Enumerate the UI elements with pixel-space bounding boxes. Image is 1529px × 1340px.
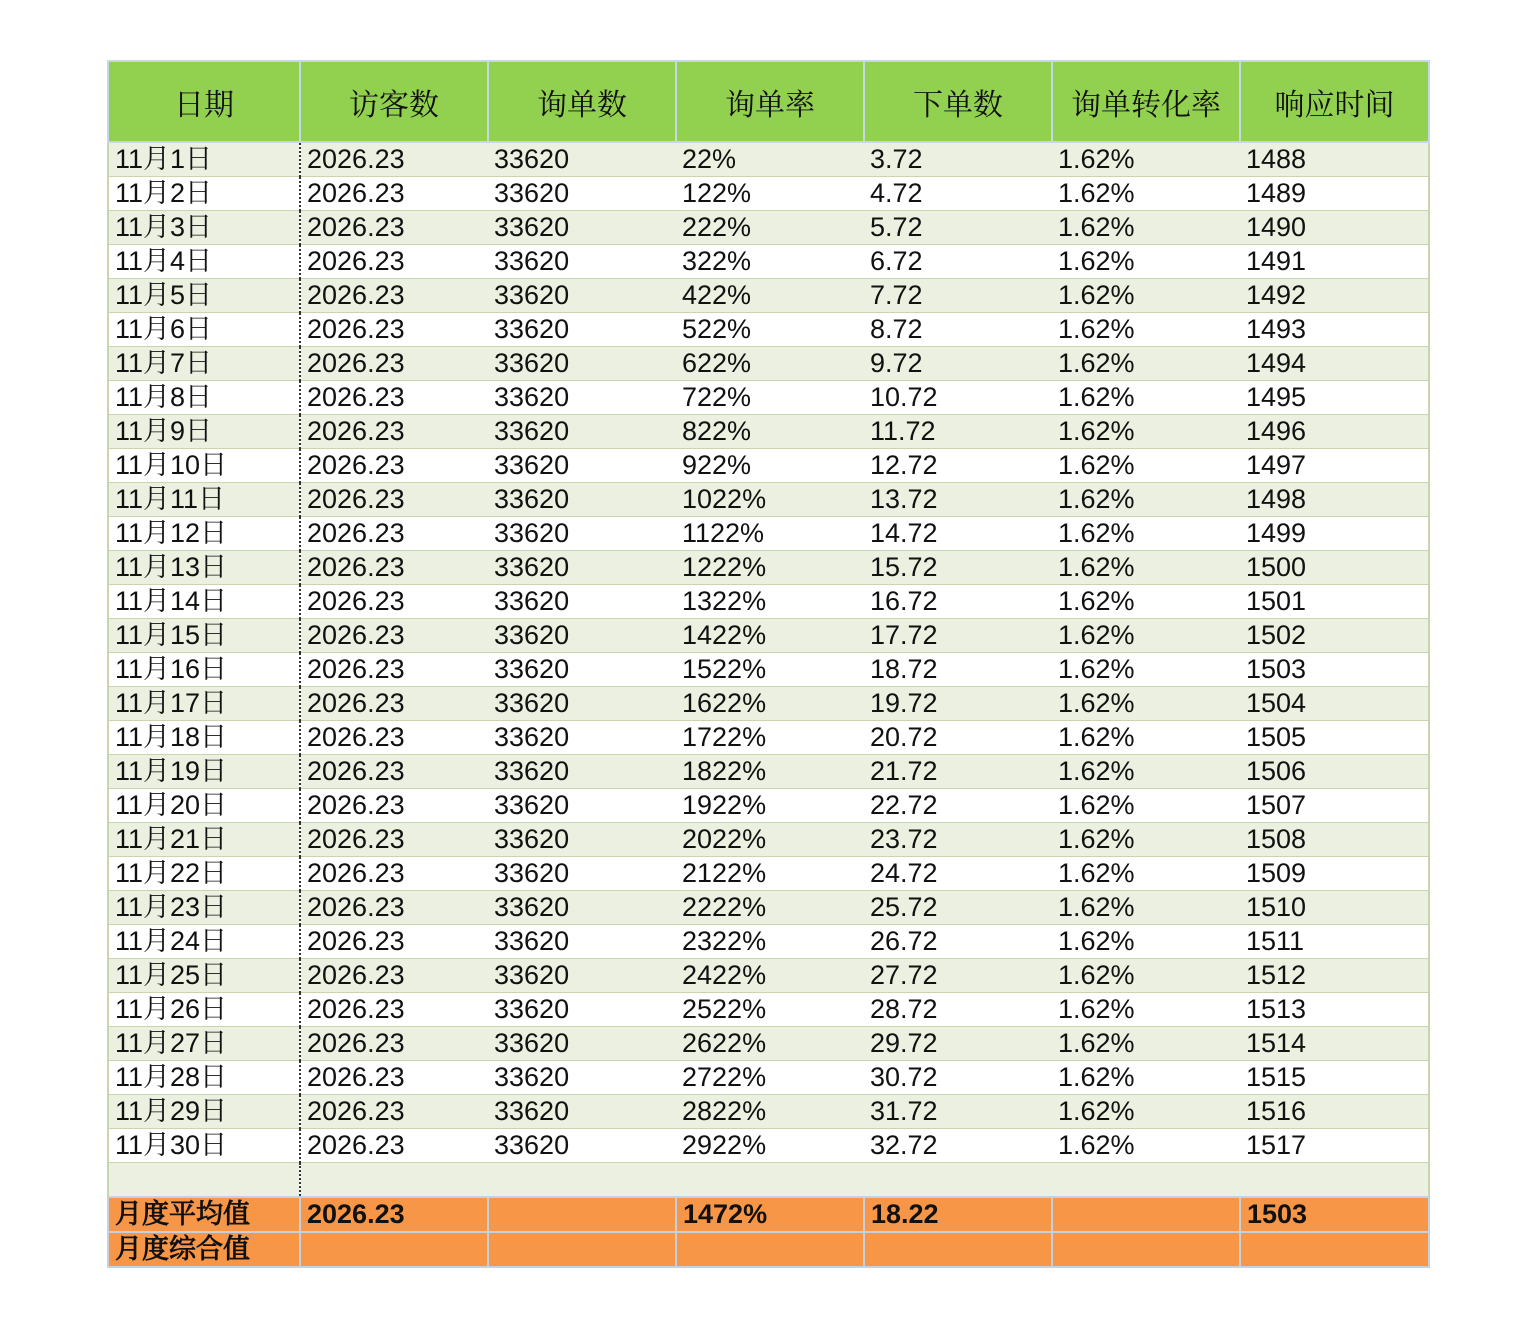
header-conversion-rate[interactable]: 询单转化率	[1052, 61, 1240, 142]
cell-visitors[interactable]: 2026.23	[300, 755, 488, 789]
cell-inquiry-rate[interactable]: 22%	[676, 142, 864, 177]
cell-date[interactable]: 11月2日	[108, 177, 300, 211]
cell-response-time[interactable]: 1515	[1240, 1061, 1429, 1095]
cell-inquiry-rate[interactable]: 822%	[676, 415, 864, 449]
cell-inquiries[interactable]: 33620	[488, 925, 676, 959]
cell-date[interactable]: 11月30日	[108, 1129, 300, 1163]
cell-orders[interactable]: 22.72	[864, 789, 1052, 823]
cell-orders[interactable]: 5.72	[864, 211, 1052, 245]
cell-orders[interactable]: 24.72	[864, 857, 1052, 891]
cell-conversion-rate[interactable]: 1.62%	[1052, 177, 1240, 211]
cell-conversion-rate[interactable]: 1.62%	[1052, 142, 1240, 177]
cell-orders[interactable]: 9.72	[864, 347, 1052, 381]
cell-inquiry-rate[interactable]: 322%	[676, 245, 864, 279]
cell-date[interactable]: 11月9日	[108, 415, 300, 449]
table-row	[108, 721, 1429, 755]
header-orders[interactable]: 下单数	[864, 61, 1052, 142]
header-response-time[interactable]: 响应时间	[1240, 61, 1429, 142]
data-table	[107, 60, 1430, 1268]
cell-date[interactable]: 11月27日	[108, 1027, 300, 1061]
table-row	[108, 279, 1429, 313]
header-inquiries[interactable]: 询单数	[488, 61, 676, 142]
cell-response-time[interactable]: 1507	[1240, 789, 1429, 823]
cell-conversion-rate[interactable]: 1.62%	[1052, 1129, 1240, 1163]
summary-label[interactable]: 月度平均值	[108, 1197, 300, 1232]
cell-orders[interactable]: 13.72	[864, 483, 1052, 517]
cell-visitors[interactable]: 2026.23	[300, 1061, 488, 1095]
summary-orders[interactable]: 18.22	[864, 1197, 1052, 1232]
cell-inquiries[interactable]: 33620	[488, 687, 676, 721]
cell-visitors[interactable]: 2026.23	[300, 1129, 488, 1163]
cell-response-time[interactable]: 1517	[1240, 1129, 1429, 1163]
cell-response-time[interactable]: 1505	[1240, 721, 1429, 755]
cell-date[interactable]: 11月4日	[108, 245, 300, 279]
cell-inquiries[interactable]: 33620	[488, 619, 676, 653]
cell-response-time[interactable]: 1490	[1240, 211, 1429, 245]
cell-date[interactable]: 11月13日	[108, 551, 300, 585]
cell-response-time[interactable]: 1513	[1240, 993, 1429, 1027]
cell-conversion-rate[interactable]: 1.62%	[1052, 891, 1240, 925]
cell-visitors[interactable]: 2026.23	[300, 313, 488, 347]
table-row	[108, 381, 1429, 415]
cell-inquiries[interactable]: 33620	[488, 313, 676, 347]
cell-response-time[interactable]: 1496	[1240, 415, 1429, 449]
cell-visitors[interactable]: 2026.23	[300, 619, 488, 653]
cell-response-time[interactable]: 1493	[1240, 313, 1429, 347]
cell-date[interactable]: 11月20日	[108, 789, 300, 823]
cell-conversion-rate[interactable]: 1.62%	[1052, 619, 1240, 653]
cell-inquiries[interactable]: 33620	[488, 245, 676, 279]
cell-response-time[interactable]: 1501	[1240, 585, 1429, 619]
cell-visitors[interactable]: 2026.23	[300, 687, 488, 721]
cell-inquiry-rate[interactable]: 1222%	[676, 551, 864, 585]
cell-conversion-rate[interactable]: 1.62%	[1052, 449, 1240, 483]
table-row	[108, 1061, 1429, 1095]
summary-conversion-rate[interactable]	[1052, 1197, 1240, 1232]
table-row	[108, 415, 1429, 449]
cell-inquiry-rate[interactable]: 1122%	[676, 517, 864, 551]
cell-orders[interactable]: 3.72	[864, 142, 1052, 177]
cell-orders[interactable]: 20.72	[864, 721, 1052, 755]
cell-inquiry-rate[interactable]: 222%	[676, 211, 864, 245]
cell-orders[interactable]: 21.72	[864, 755, 1052, 789]
cell-visitors[interactable]: 2026.23	[300, 517, 488, 551]
cell-orders[interactable]: 23.72	[864, 823, 1052, 857]
cell-inquiries[interactable]: 33620	[488, 449, 676, 483]
cell-inquiry-rate[interactable]: 122%	[676, 177, 864, 211]
summary-orders[interactable]	[864, 1232, 1052, 1267]
cell-date[interactable]: 11月25日	[108, 959, 300, 993]
cell-inquiry-rate[interactable]: 422%	[676, 279, 864, 313]
cell-visitors[interactable]: 2026.23	[300, 177, 488, 211]
header-row	[108, 61, 1429, 142]
cell-inquiries[interactable]: 33620	[488, 1061, 676, 1095]
cell-inquiry-rate[interactable]: 622%	[676, 347, 864, 381]
table-row	[108, 993, 1429, 1027]
cell-inquiries[interactable]: 33620	[488, 415, 676, 449]
cell-inquiries[interactable]: 33620	[488, 891, 676, 925]
monthly-total-row	[108, 1232, 1429, 1267]
cell-conversion-rate[interactable]: 1.62%	[1052, 789, 1240, 823]
cell-orders[interactable]: 16.72	[864, 585, 1052, 619]
cell-inquiries[interactable]: 33620	[488, 755, 676, 789]
cell-date[interactable]: 11月1日	[108, 142, 300, 177]
summary-response-time[interactable]	[1240, 1232, 1429, 1267]
cell-orders[interactable]: 18.72	[864, 653, 1052, 687]
cell-date[interactable]: 11月22日	[108, 857, 300, 891]
cell-inquiry-rate[interactable]: 1022%	[676, 483, 864, 517]
cell-response-time[interactable]: 1512	[1240, 959, 1429, 993]
cell-visitors[interactable]: 2026.23	[300, 721, 488, 755]
cell-conversion-rate[interactable]: 1.62%	[1052, 313, 1240, 347]
cell-inquiries[interactable]: 33620	[488, 381, 676, 415]
summary-visitors[interactable]	[300, 1232, 488, 1267]
cell-response-time[interactable]: 1514	[1240, 1027, 1429, 1061]
table-row	[108, 483, 1429, 517]
cell-inquiry-rate[interactable]: 1622%	[676, 687, 864, 721]
table-row	[108, 1129, 1429, 1163]
cell-inquiry-rate[interactable]: 2422%	[676, 959, 864, 993]
cell-date[interactable]: 11月6日	[108, 313, 300, 347]
cell-inquiry-rate[interactable]: 1322%	[676, 585, 864, 619]
cell-visitors[interactable]: 2026.23	[300, 925, 488, 959]
cell-orders[interactable]: 7.72	[864, 279, 1052, 313]
cell-inquiry-rate[interactable]: 2322%	[676, 925, 864, 959]
cell-date[interactable]: 11月24日	[108, 925, 300, 959]
cell-inquiry-rate[interactable]: 1722%	[676, 721, 864, 755]
cell-inquiries[interactable]: 33620	[488, 177, 676, 211]
cell-date[interactable]: 11月12日	[108, 517, 300, 551]
cell-date[interactable]: 11月11日	[108, 483, 300, 517]
table-row	[108, 755, 1429, 789]
cell-conversion-rate[interactable]: 1.62%	[1052, 245, 1240, 279]
cell-orders[interactable]: 14.72	[864, 517, 1052, 551]
summary-response-time[interactable]: 1503	[1240, 1197, 1429, 1232]
cell-inquiries[interactable]: 33620	[488, 1027, 676, 1061]
cell-inquiries[interactable]: 33620	[488, 721, 676, 755]
cell-inquiries[interactable]: 33620	[488, 993, 676, 1027]
cell-inquiry-rate[interactable]: 1822%	[676, 755, 864, 789]
cell-inquiry-rate[interactable]: 2022%	[676, 823, 864, 857]
cell-conversion-rate[interactable]: 1.62%	[1052, 211, 1240, 245]
summary-conversion-rate[interactable]	[1052, 1232, 1240, 1267]
cell-orders[interactable]: 29.72	[864, 1027, 1052, 1061]
table-row	[108, 449, 1429, 483]
cell-date[interactable]: 11月21日	[108, 823, 300, 857]
cell-inquiry-rate[interactable]: 1922%	[676, 789, 864, 823]
cell-response-time[interactable]: 1504	[1240, 687, 1429, 721]
cell-orders[interactable]: 6.72	[864, 245, 1052, 279]
cell-orders[interactable]: 15.72	[864, 551, 1052, 585]
cell-response-time[interactable]: 1491	[1240, 245, 1429, 279]
blank-merged-cell[interactable]	[300, 1163, 1429, 1198]
cell-inquiry-rate[interactable]: 2922%	[676, 1129, 864, 1163]
cell-orders[interactable]: 10.72	[864, 381, 1052, 415]
cell-visitors[interactable]: 2026.23	[300, 789, 488, 823]
cell-inquiry-rate[interactable]: 2122%	[676, 857, 864, 891]
cell-conversion-rate[interactable]: 1.62%	[1052, 823, 1240, 857]
cell-orders[interactable]: 4.72	[864, 177, 1052, 211]
cell-date[interactable]: 11月15日	[108, 619, 300, 653]
cell-response-time[interactable]: 1506	[1240, 755, 1429, 789]
cell-orders[interactable]: 27.72	[864, 959, 1052, 993]
summary-inquiry-rate[interactable]	[676, 1232, 864, 1267]
cell-inquiry-rate[interactable]: 922%	[676, 449, 864, 483]
cell-response-time[interactable]: 1516	[1240, 1095, 1429, 1129]
cell-conversion-rate[interactable]: 1.62%	[1052, 415, 1240, 449]
table-row	[108, 551, 1429, 585]
cell-date[interactable]: 11月29日	[108, 1095, 300, 1129]
cell-inquiry-rate[interactable]: 1522%	[676, 653, 864, 687]
cell-visitors[interactable]: 2026.23	[300, 211, 488, 245]
cell-date[interactable]: 11月18日	[108, 721, 300, 755]
table-row	[108, 177, 1429, 211]
cell-conversion-rate[interactable]: 1.62%	[1052, 755, 1240, 789]
cell-conversion-rate[interactable]: 1.62%	[1052, 381, 1240, 415]
cell-inquiry-rate[interactable]: 2622%	[676, 1027, 864, 1061]
table-row	[108, 142, 1429, 177]
cell-conversion-rate[interactable]: 1.62%	[1052, 721, 1240, 755]
cell-orders[interactable]: 28.72	[864, 993, 1052, 1027]
cell-inquiries[interactable]: 33620	[488, 789, 676, 823]
cell-inquiries[interactable]: 33620	[488, 1095, 676, 1129]
cell-inquiries[interactable]: 33620	[488, 959, 676, 993]
cell-response-time[interactable]: 1500	[1240, 551, 1429, 585]
cell-conversion-rate[interactable]: 1.62%	[1052, 959, 1240, 993]
cell-response-time[interactable]: 1488	[1240, 142, 1429, 177]
cell-visitors[interactable]: 2026.23	[300, 653, 488, 687]
table-row	[108, 959, 1429, 993]
cell-date[interactable]: 11月19日	[108, 755, 300, 789]
cell-conversion-rate[interactable]: 1.62%	[1052, 1095, 1240, 1129]
cell-response-time[interactable]: 1489	[1240, 177, 1429, 211]
cell-response-time[interactable]: 1494	[1240, 347, 1429, 381]
cell-response-time[interactable]: 1508	[1240, 823, 1429, 857]
cell-response-time[interactable]: 1498	[1240, 483, 1429, 517]
cell-inquiry-rate[interactable]: 2722%	[676, 1061, 864, 1095]
cell-orders[interactable]: 31.72	[864, 1095, 1052, 1129]
table-row	[108, 891, 1429, 925]
table-row	[108, 1095, 1429, 1129]
table-row	[108, 619, 1429, 653]
cell-visitors[interactable]: 2026.23	[300, 347, 488, 381]
cell-date[interactable]: 11月16日	[108, 653, 300, 687]
summary-label[interactable]: 月度综合值	[108, 1232, 300, 1267]
cell-response-time[interactable]: 1510	[1240, 891, 1429, 925]
cell-response-time[interactable]: 1509	[1240, 857, 1429, 891]
cell-conversion-rate[interactable]: 1.62%	[1052, 1061, 1240, 1095]
cell-date[interactable]: 11月10日	[108, 449, 300, 483]
cell-response-time[interactable]: 1511	[1240, 925, 1429, 959]
cell-conversion-rate[interactable]: 1.62%	[1052, 279, 1240, 313]
summary-inquiries[interactable]	[488, 1232, 676, 1267]
cell-visitors[interactable]: 2026.23	[300, 415, 488, 449]
cell-visitors[interactable]: 2026.23	[300, 585, 488, 619]
cell-visitors[interactable]: 2026.23	[300, 279, 488, 313]
cell-response-time[interactable]: 1502	[1240, 619, 1429, 653]
cell-visitors[interactable]: 2026.23	[300, 1095, 488, 1129]
header-inquiry-rate[interactable]: 询单率	[676, 61, 864, 142]
blank-row	[108, 1163, 1429, 1198]
header-visitors[interactable]: 访客数	[300, 61, 488, 142]
cell-orders[interactable]: 30.72	[864, 1061, 1052, 1095]
cell-visitors[interactable]: 2026.23	[300, 381, 488, 415]
cell-orders[interactable]: 32.72	[864, 1129, 1052, 1163]
cell-orders[interactable]: 19.72	[864, 687, 1052, 721]
cell-response-time[interactable]: 1503	[1240, 653, 1429, 687]
cell-orders[interactable]: 8.72	[864, 313, 1052, 347]
monthly-average-row	[108, 1197, 1429, 1232]
cell-date[interactable]: 11月17日	[108, 687, 300, 721]
cell-conversion-rate[interactable]: 1.62%	[1052, 483, 1240, 517]
cell-inquiries[interactable]: 33620	[488, 551, 676, 585]
cell-conversion-rate[interactable]: 1.62%	[1052, 925, 1240, 959]
cell-orders[interactable]: 26.72	[864, 925, 1052, 959]
table-row	[108, 347, 1429, 381]
cell-inquiries[interactable]: 33620	[488, 653, 676, 687]
cell-inquiries[interactable]: 33620	[488, 1129, 676, 1163]
cell-visitors[interactable]: 2026.23	[300, 823, 488, 857]
header-date[interactable]: 日期	[108, 61, 300, 142]
cell-conversion-rate[interactable]: 1.62%	[1052, 347, 1240, 381]
cell-inquiries[interactable]: 33620	[488, 142, 676, 177]
cell-date[interactable]: 11月23日	[108, 891, 300, 925]
cell-visitors[interactable]: 2026.23	[300, 449, 488, 483]
cell-response-time[interactable]: 1497	[1240, 449, 1429, 483]
cell-visitors[interactable]: 2026.23	[300, 245, 488, 279]
cell-inquiries[interactable]: 33620	[488, 585, 676, 619]
cell-date[interactable]: 11月7日	[108, 347, 300, 381]
cell-conversion-rate[interactable]: 1.62%	[1052, 993, 1240, 1027]
cell-visitors[interactable]: 2026.23	[300, 993, 488, 1027]
cell-response-time[interactable]: 1499	[1240, 517, 1429, 551]
cell-inquiry-rate[interactable]: 522%	[676, 313, 864, 347]
cell-orders[interactable]: 12.72	[864, 449, 1052, 483]
blank-cell[interactable]	[108, 1163, 300, 1198]
cell-visitors[interactable]: 2026.23	[300, 959, 488, 993]
cell-conversion-rate[interactable]: 1.62%	[1052, 551, 1240, 585]
cell-date[interactable]: 11月26日	[108, 993, 300, 1027]
summary-visitors[interactable]: 2026.23	[300, 1197, 488, 1232]
cell-inquiry-rate[interactable]: 2522%	[676, 993, 864, 1027]
cell-orders[interactable]: 11.72	[864, 415, 1052, 449]
cell-conversion-rate[interactable]: 1.62%	[1052, 1027, 1240, 1061]
cell-inquiries[interactable]: 33620	[488, 347, 676, 381]
cell-inquiries[interactable]: 33620	[488, 211, 676, 245]
cell-visitors[interactable]: 2026.23	[300, 483, 488, 517]
cell-inquiries[interactable]: 33620	[488, 279, 676, 313]
cell-orders[interactable]: 25.72	[864, 891, 1052, 925]
cell-conversion-rate[interactable]: 1.62%	[1052, 517, 1240, 551]
table-row	[108, 653, 1429, 687]
cell-conversion-rate[interactable]: 1.62%	[1052, 585, 1240, 619]
cell-inquiry-rate[interactable]: 2822%	[676, 1095, 864, 1129]
table-row	[108, 517, 1429, 551]
cell-date[interactable]: 11月8日	[108, 381, 300, 415]
cell-visitors[interactable]: 2026.23	[300, 551, 488, 585]
cell-date[interactable]: 11月3日	[108, 211, 300, 245]
cell-conversion-rate[interactable]: 1.62%	[1052, 857, 1240, 891]
cell-inquiries[interactable]: 33620	[488, 857, 676, 891]
table-row	[108, 857, 1429, 891]
table-row	[108, 925, 1429, 959]
cell-visitors[interactable]: 2026.23	[300, 142, 488, 177]
table-row	[108, 585, 1429, 619]
cell-response-time[interactable]: 1495	[1240, 381, 1429, 415]
summary-inquiry-rate[interactable]: 1472%	[676, 1197, 864, 1232]
table-row	[108, 687, 1429, 721]
cell-inquiries[interactable]: 33620	[488, 517, 676, 551]
table-row	[108, 823, 1429, 857]
cell-date[interactable]: 11月5日	[108, 279, 300, 313]
cell-visitors[interactable]: 2026.23	[300, 1027, 488, 1061]
cell-conversion-rate[interactable]: 1.62%	[1052, 653, 1240, 687]
table-row	[108, 211, 1429, 245]
table-row	[108, 245, 1429, 279]
cell-response-time[interactable]: 1492	[1240, 279, 1429, 313]
cell-visitors[interactable]: 2026.23	[300, 857, 488, 891]
cell-conversion-rate[interactable]: 1.62%	[1052, 687, 1240, 721]
cell-inquiries[interactable]: 33620	[488, 823, 676, 857]
cell-date[interactable]: 11月14日	[108, 585, 300, 619]
table-row	[108, 313, 1429, 347]
cell-inquiry-rate[interactable]: 1422%	[676, 619, 864, 653]
cell-inquiries[interactable]: 33620	[488, 483, 676, 517]
cell-inquiry-rate[interactable]: 722%	[676, 381, 864, 415]
cell-orders[interactable]: 17.72	[864, 619, 1052, 653]
summary-inquiries[interactable]	[488, 1197, 676, 1232]
cell-visitors[interactable]: 2026.23	[300, 891, 488, 925]
table-row	[108, 789, 1429, 823]
cell-date[interactable]: 11月28日	[108, 1061, 300, 1095]
table-row	[108, 1027, 1429, 1061]
cell-inquiry-rate[interactable]: 2222%	[676, 891, 864, 925]
